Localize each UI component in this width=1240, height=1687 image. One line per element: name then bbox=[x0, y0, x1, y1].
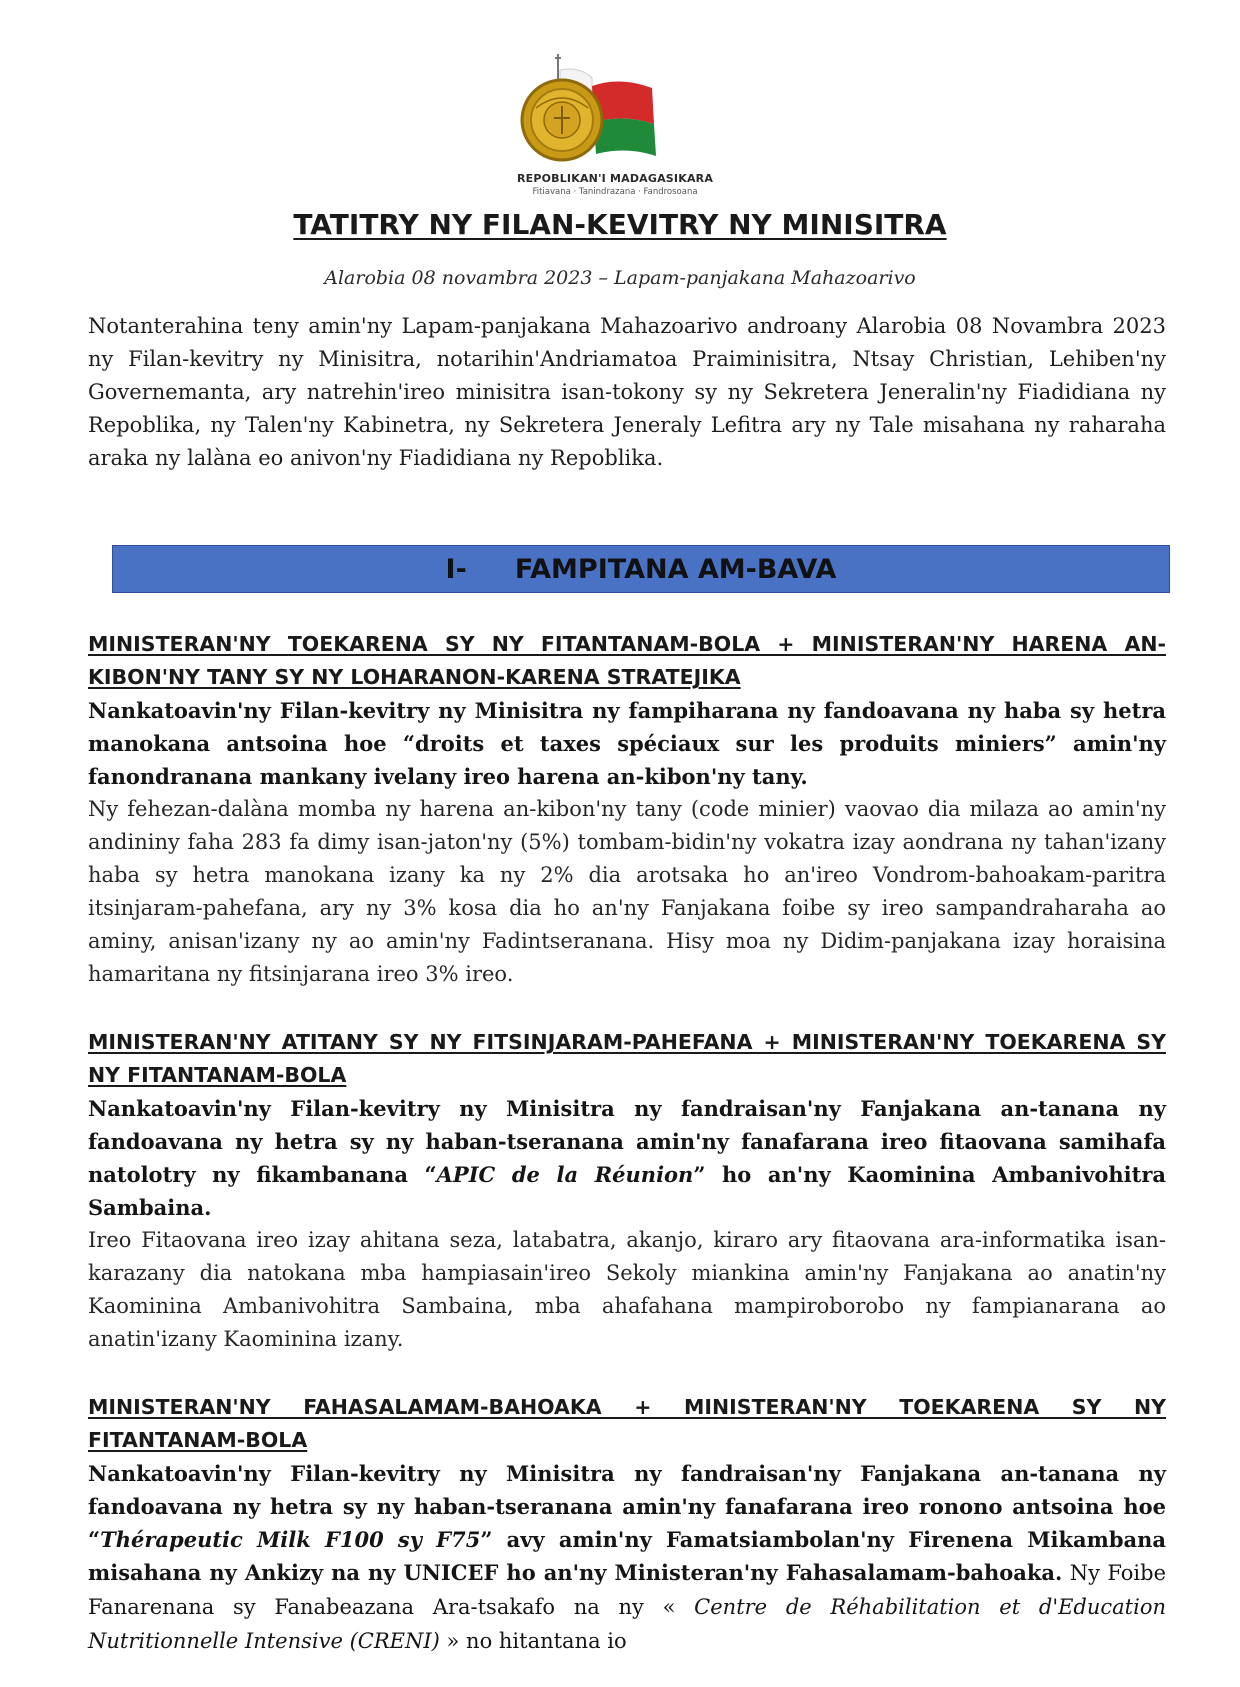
intro-paragraph: Notanterahina teny amin'ny Lapam-panjakana Mahazoarivo androany Alarobia 08 Novambra 2023 ny Filan-kevitry ny Minisitra, notarihin'Andriamatoa Praiminisitra, Ntsay Christian, Lehiben'ny Governemanta, ary natrehin'ireo minisitra isan-tokony sy ny Sekretera Jeneralin'ny Fiadidiana ny Repoblika, ny Talen'ny Kabinetra, ny Sekretera Jeneraly Lefitra ary ny Tale misahana ny raharaha araka ny lalàna eo anivon'ny Fiadidiana ny Repoblika. bbox=[88, 314, 1166, 470]
decision-details: » no hitantana io bbox=[439, 1629, 627, 1653]
decision-text-part: Nankatoavin'ny Filan-kevitry ny Minisitra ny fandraisan'ny Fanjakana an-tanana ny fandoavana ny hetra sy ny haban-tseranana amin'ny fanafarana ireo ronono antsoina hoe “ bbox=[88, 1461, 1166, 1552]
document-title: TATITRY NY FILAN-KEVITRY NY MINISITRA bbox=[293, 208, 947, 241]
decision-statement: Nankatoavin'ny Filan-kevitry ny Minisitra ny fampiharana ny fandoavana ny haba sy hetra manokana antsoina hoe “droits et taxes spéciaux sur les produits miniers” amin'ny fanondranana mankany ivelany ireo harena an-kibon'ny tany. bbox=[88, 698, 1166, 789]
decision-item bbox=[88, 1026, 1166, 1356]
decision-item bbox=[88, 1391, 1166, 1658]
decision-item bbox=[88, 628, 1166, 991]
decision-details: Ny Foibe Fanarenana sy Fanabeazana Ara-tsakafo na ny « bbox=[88, 1561, 1166, 1619]
section-title: FAMPITANA AM-BAVA bbox=[514, 553, 837, 585]
emblem-text: REPOBLIKAN'I MADAGASIKARA bbox=[516, 172, 714, 185]
section-header-bar bbox=[112, 545, 1170, 593]
decision-details: Ny fehezan-dalàna momba ny harena an-kibon'ny tany (code minier) vaovao dia milaza ao amin'ny andininy faha 283 fa dimy isan-jaton'ny (5%) tombam-bidin'ny vokatra izay aondrana ny tahan'izany haba sy hetra manokana izany ka ny 2% dia arotsaka ho an'ireo Vondrom-bahoakam-paritra itsinjaram-pahefana, ary ny 3% kosa dia ho an'ny Fanjakana foibe sy ireo sampandraharaha ao aminy, anisan'izany ny ao amin'ny Fadintseranana. Hisy moa ny Didim-panjakana izay horaisina hamaritana ny fitsinjarana ireo 3% ireo. bbox=[88, 797, 1166, 986]
ministry-heading: MINISTERAN'NY ATITANY SY NY FITSINJARAM-PAHEFANA + MINISTERAN'NY TOEKARENA SY NY FITANTANAM-BOLA bbox=[88, 1030, 1166, 1087]
section-number: I- bbox=[445, 553, 467, 585]
document-date-line: Alarobia 08 novambra 2023 – Lapam-panjakana Mahazoarivo bbox=[324, 267, 916, 289]
decision-text-part: Nankatoavin'ny Filan-kevitry ny Minisitra ny fandraisan'ny Fanjakana an-tanana ny fandoavana ny hetra sy ny haban-tseranana amin'ny fanafarana ireo fitaovana samihafa natolotry ny fikambanana “ bbox=[88, 1096, 1166, 1187]
emblem-motto: Fitiavana · Tanindrazana · Fandrosoana bbox=[532, 187, 698, 197]
ministry-heading: MINISTERAN'NY FAHASALAMAM-BAHOAKA + MINISTERAN'NY TOEKARENA SY NY FITANTANAM-BOLA bbox=[88, 1395, 1166, 1452]
decision-statement bbox=[88, 1092, 1166, 1224]
centre-name: Centre de Réhabilitation et d'Education Nutritionnelle Intensive (CRENI) bbox=[88, 1595, 1166, 1653]
ministry-heading: MINISTERAN'NY TOEKARENA SY NY FITANTANAM-BOLA + MINISTERAN'NY HARENA AN-KIBON'NY TANY SY NY LOHARANON-KARENA STRATEJIKA bbox=[88, 632, 1166, 689]
decision-details: Ireo Fitaovana ireo izay ahitana seza, latabatra, akanjo, kiraro ary fitaovana ara-informatika isan-karazany dia natokana mba hampiasain'ireo Sekoly miankina amin'ny Fanjakana ao anatin'ny Kaominina Ambanivohitra Sambaina, mba ahafahana mampiroborobo ny fampianarana ao anatin'izany Kaominina izany. bbox=[88, 1228, 1166, 1351]
product-name: Thérapeutic Milk F100 sy F75 bbox=[100, 1527, 481, 1552]
decision-text-part: ” ho an'ny Kaominina Ambanivohitra Sambaina. bbox=[88, 1162, 1167, 1220]
decision-statement bbox=[88, 1457, 1166, 1658]
organization-name: APIC de la Réunion bbox=[436, 1162, 694, 1187]
decision-text-part: ” avy amin'ny Famatsiambolan'ny Firenena Mikambana misahana ny Ankizy na ny UNICEF ho an'ny Ministeran'ny Fahasalamam-bahoaka. bbox=[88, 1527, 1166, 1585]
